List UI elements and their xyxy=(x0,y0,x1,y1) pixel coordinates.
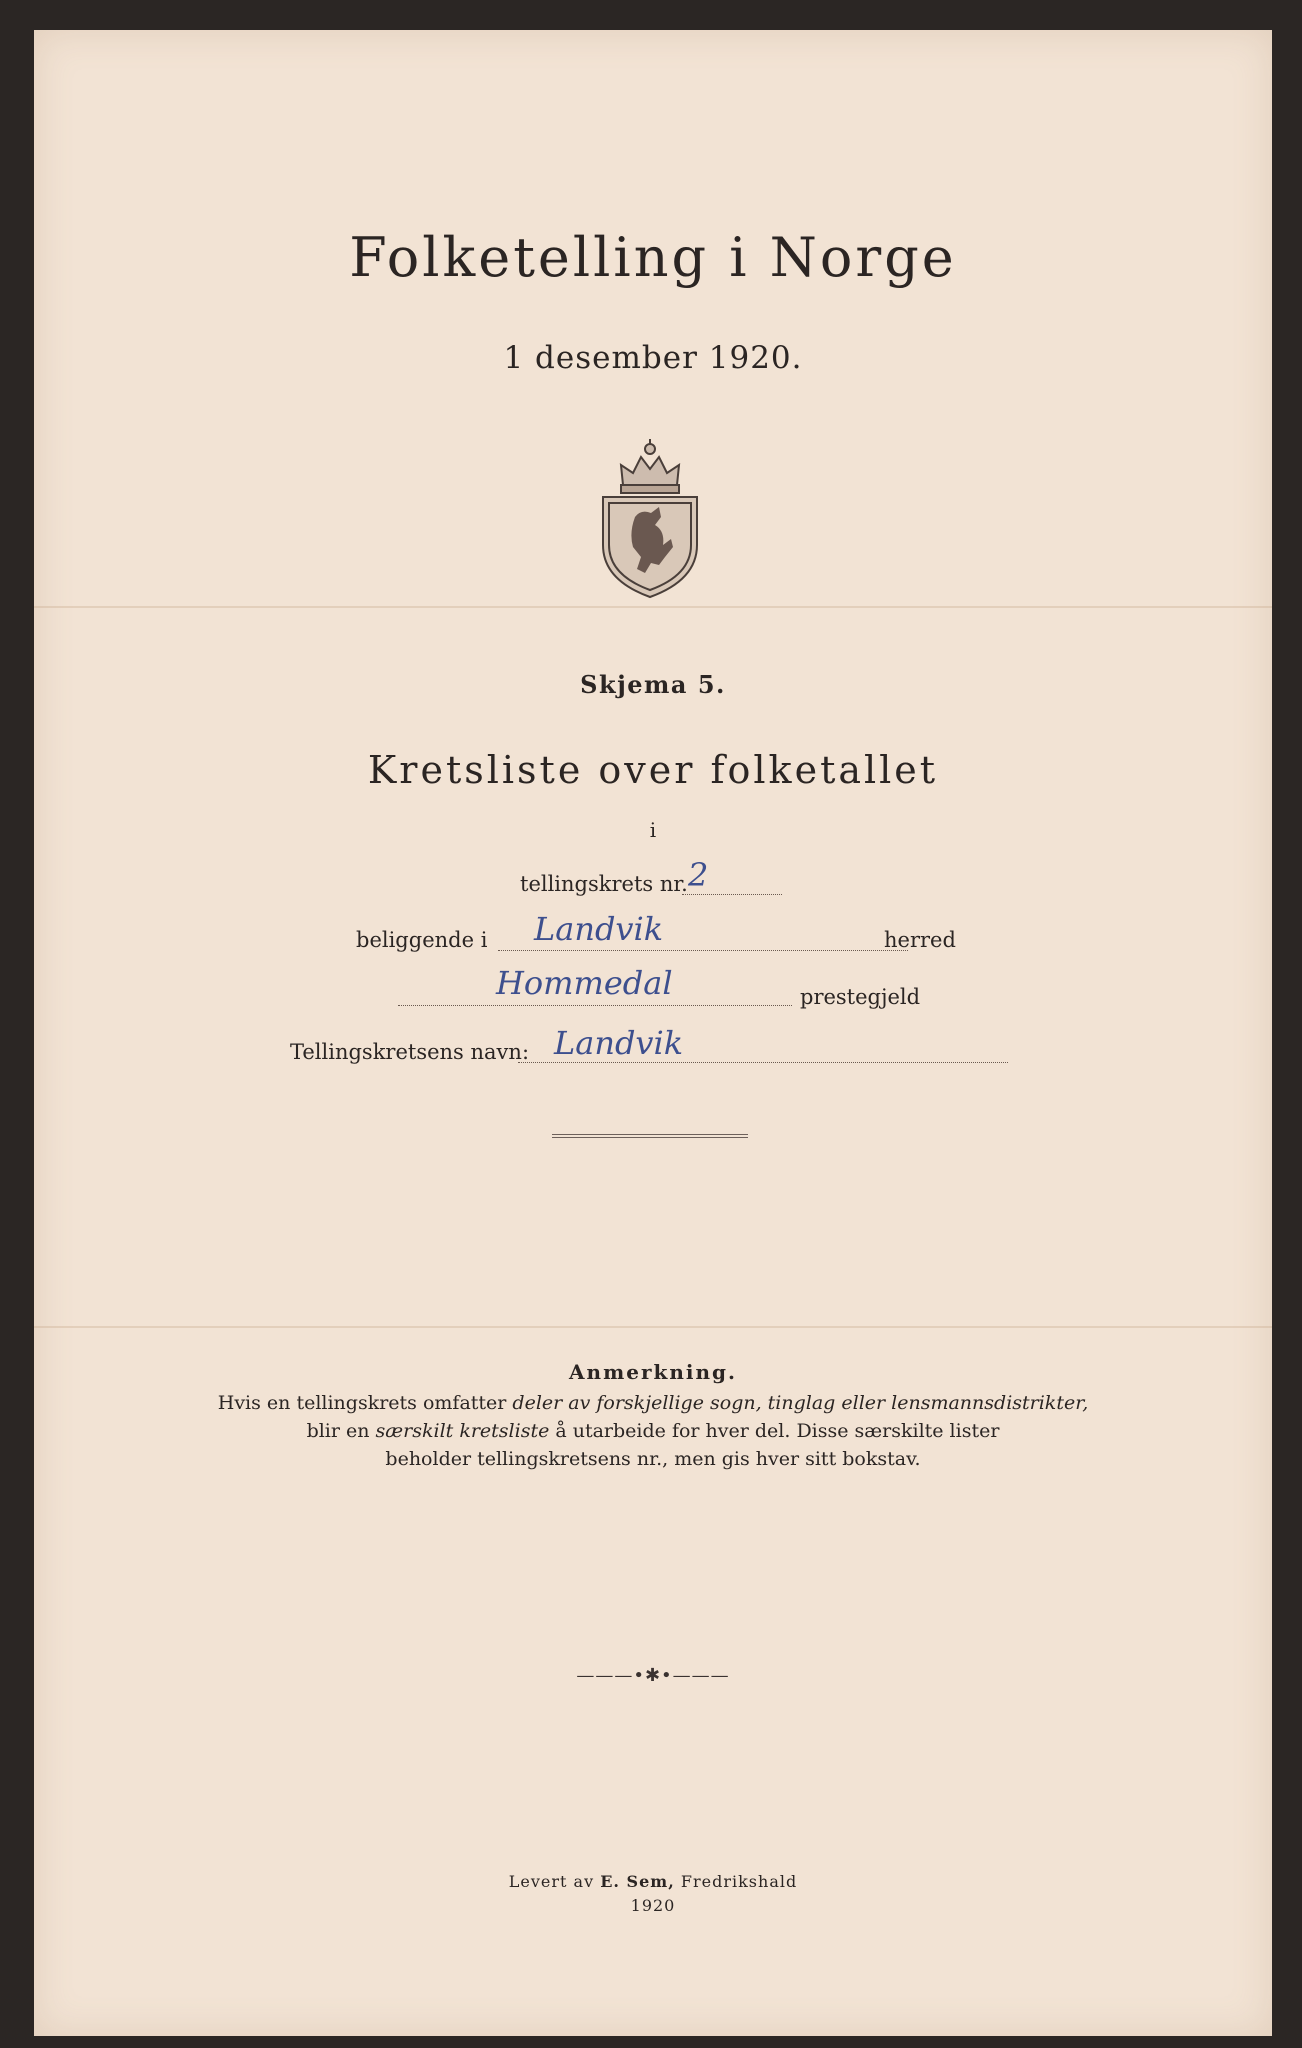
note-text: blir en xyxy=(306,1420,376,1442)
parish-label: prestegjeld xyxy=(800,985,921,1009)
municipality-value: Landvik xyxy=(534,910,664,948)
parish-line xyxy=(398,1005,792,1006)
note-heading: Anmerkning. xyxy=(569,1360,737,1384)
document-title: Folketelling i Norge xyxy=(349,226,957,289)
district-number-line xyxy=(682,894,782,895)
ornament-divider: ———•✱•——— xyxy=(576,1665,730,1686)
printer-year: 1920 xyxy=(630,1896,676,1915)
note-emphasis: særskilt kretsliste xyxy=(375,1420,550,1442)
note-emphasis: deler av forskjellige sogn, tinglag eller lensmannsdistrikter, xyxy=(512,1392,1089,1414)
census-date: 1 desember 1920. xyxy=(503,340,803,376)
municipality-line xyxy=(498,950,908,951)
census-form-page xyxy=(34,30,1272,2036)
printer-text: Levert av xyxy=(508,1872,601,1891)
note-text: å utarbeide for hver del. Disse særskilte lister xyxy=(549,1420,1000,1442)
district-name-value: Landvik xyxy=(554,1024,684,1062)
printer-city: Fredrikshald xyxy=(674,1872,798,1891)
paper-fold xyxy=(34,606,1272,608)
schema-number: Skjema 5. xyxy=(580,670,726,699)
note-text: Hvis en tellingskrets omfatter xyxy=(217,1392,513,1414)
printer-line xyxy=(34,1872,1272,1891)
separator-rule xyxy=(552,1134,748,1138)
note-line-3: beholder tellingskretsens nr., men gis hver sitt bokstav. xyxy=(385,1448,921,1470)
district-number-value: 2 xyxy=(688,856,709,894)
note-line-1 xyxy=(34,1392,1272,1414)
district-number-label: tellingskrets nr. xyxy=(520,872,688,896)
norwegian-coat-of-arms-icon xyxy=(601,435,699,600)
form-heading: Kretsliste over folketallet xyxy=(367,748,939,792)
printer-name: E. Sem, xyxy=(600,1872,675,1891)
parish-value: Hommedal xyxy=(496,964,673,1002)
located-in-label: beliggende i xyxy=(356,928,488,952)
preposition: i xyxy=(649,818,657,842)
herred-label: herred xyxy=(884,928,956,952)
note-line-2 xyxy=(34,1420,1272,1442)
paper-fold xyxy=(34,1326,1272,1328)
district-name-label: Tellingskretsens navn: xyxy=(290,1040,530,1064)
district-name-line xyxy=(518,1062,1008,1063)
